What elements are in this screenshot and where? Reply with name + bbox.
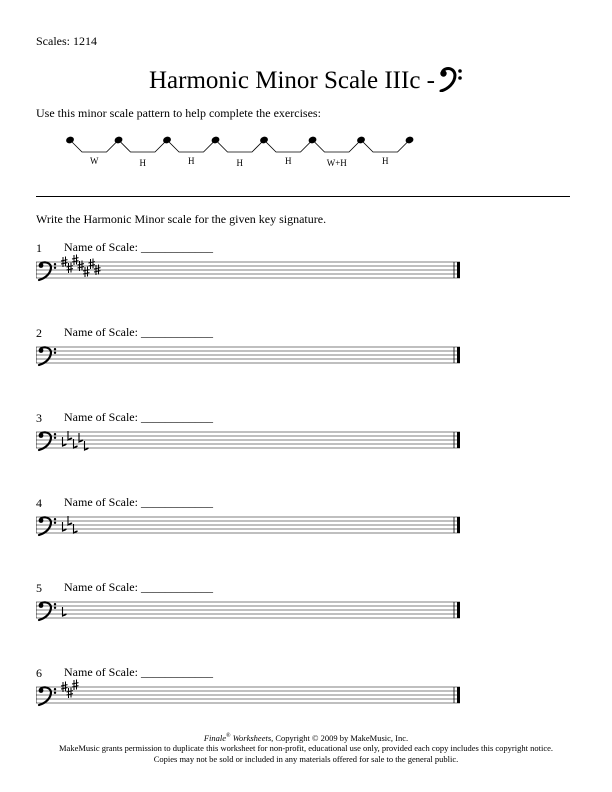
barline-thick xyxy=(457,432,460,448)
clef-dot xyxy=(54,437,56,439)
scale-name-prompt: Name of Scale: xyxy=(64,495,138,509)
exercise-number: 5 xyxy=(36,581,42,595)
clef-dot xyxy=(54,348,56,350)
scale-name-blank[interactable]: ____________ xyxy=(140,325,213,339)
barline-thick xyxy=(457,347,460,363)
scale-name-prompt: Name of Scale: xyxy=(64,580,138,594)
scale-name-blank[interactable]: ____________ xyxy=(140,240,213,254)
pattern-step-label: H xyxy=(382,156,389,166)
copyright-footer xyxy=(0,731,612,764)
pattern-step-label: W xyxy=(90,156,99,166)
clef-dot xyxy=(54,267,56,269)
clef-dot xyxy=(54,263,56,265)
sharp-icon xyxy=(72,255,79,266)
clef-dot xyxy=(54,433,56,435)
scale-name-prompt: Name of Scale: xyxy=(64,410,138,424)
pattern-step-label: H xyxy=(285,156,292,166)
footer-product: Finale xyxy=(203,732,227,743)
staff xyxy=(36,592,466,632)
footer-product-rest: Worksheets xyxy=(230,732,272,743)
scale-name-blank[interactable]: ____________ xyxy=(140,665,213,679)
sharp-icon xyxy=(83,267,90,278)
flat-icon xyxy=(74,524,78,533)
clef-dot xyxy=(54,518,56,520)
flat-icon xyxy=(68,431,72,440)
exercise-number: 6 xyxy=(36,666,42,680)
section-divider xyxy=(36,196,570,197)
pattern-step-label: H xyxy=(236,158,243,168)
footer-line-3: Copies may not be sold or included in any materials offered for sale to the general public. xyxy=(153,753,459,764)
scale-name-blank[interactable]: ____________ xyxy=(140,495,213,509)
pattern-step-label: W+H xyxy=(326,158,347,168)
flat-icon xyxy=(63,522,67,531)
clef-dot xyxy=(39,688,44,693)
footer-copyright: , Copyright © 2009 by MakeMusic, Inc. xyxy=(271,732,409,743)
clef-dot xyxy=(39,348,44,353)
sharp-icon xyxy=(67,263,74,274)
scale-name-blank[interactable]: ____________ xyxy=(140,410,213,424)
exercise-number: 1 xyxy=(36,241,42,255)
flat-icon xyxy=(74,439,78,448)
clef-dot xyxy=(54,692,56,694)
page-title xyxy=(0,64,612,95)
clef-dot xyxy=(54,522,56,524)
worksheet-code: Scales: 1214 xyxy=(36,34,97,48)
staff xyxy=(36,422,466,462)
clef-dot xyxy=(39,603,44,608)
clef-dot xyxy=(54,688,56,690)
staff xyxy=(36,677,466,717)
pattern-step-label: H xyxy=(139,158,146,168)
scale-name-blank[interactable]: ____________ xyxy=(140,580,213,594)
title-text: Harmonic Minor Scale IIIc - xyxy=(149,67,435,94)
flat-icon xyxy=(79,433,83,442)
exercise-number: 4 xyxy=(36,496,42,510)
flat-icon xyxy=(63,437,67,446)
clef-dot xyxy=(39,263,44,268)
clef-dot xyxy=(39,433,44,438)
barline-thick xyxy=(457,687,460,703)
staff xyxy=(36,252,466,292)
scale-name-prompt: Name of Scale: xyxy=(64,240,138,254)
exercise-direction: Write the Harmonic Minor scale for the given key signature. xyxy=(36,212,327,226)
footer-line-2: MakeMusic grants permission to duplicate this worksheet for non-profit, educational use only, provided each copy includes this copyright notice. xyxy=(59,743,553,754)
sharp-icon xyxy=(89,259,96,270)
clef-dot xyxy=(54,352,56,354)
scale-name-prompt: Name of Scale: xyxy=(64,665,138,679)
barline-thick xyxy=(457,517,460,533)
barline-thick xyxy=(457,262,460,278)
sharp-icon xyxy=(72,680,79,691)
barline-thick xyxy=(457,602,460,618)
footer-line-1 xyxy=(0,731,612,743)
flat-icon xyxy=(63,607,67,616)
exercise-number: 2 xyxy=(36,326,42,340)
sharp-icon xyxy=(67,688,74,699)
flat-icon xyxy=(68,516,72,525)
bass-clef-icon xyxy=(439,64,463,92)
scale-name-prompt: Name of Scale: xyxy=(64,325,138,339)
clef-dot xyxy=(39,518,44,523)
clef-dot xyxy=(54,607,56,609)
exercise-number: 3 xyxy=(36,411,42,425)
pattern-step-label: H xyxy=(188,156,195,166)
clef-dot xyxy=(54,603,56,605)
staff xyxy=(36,337,466,377)
pattern-instruction: Use this minor scale pattern to help complete the exercises: xyxy=(36,106,321,120)
flat-icon xyxy=(85,441,89,450)
footer-reg: ® xyxy=(226,733,231,739)
staff xyxy=(36,507,466,547)
minor-scale-pattern xyxy=(36,126,456,178)
